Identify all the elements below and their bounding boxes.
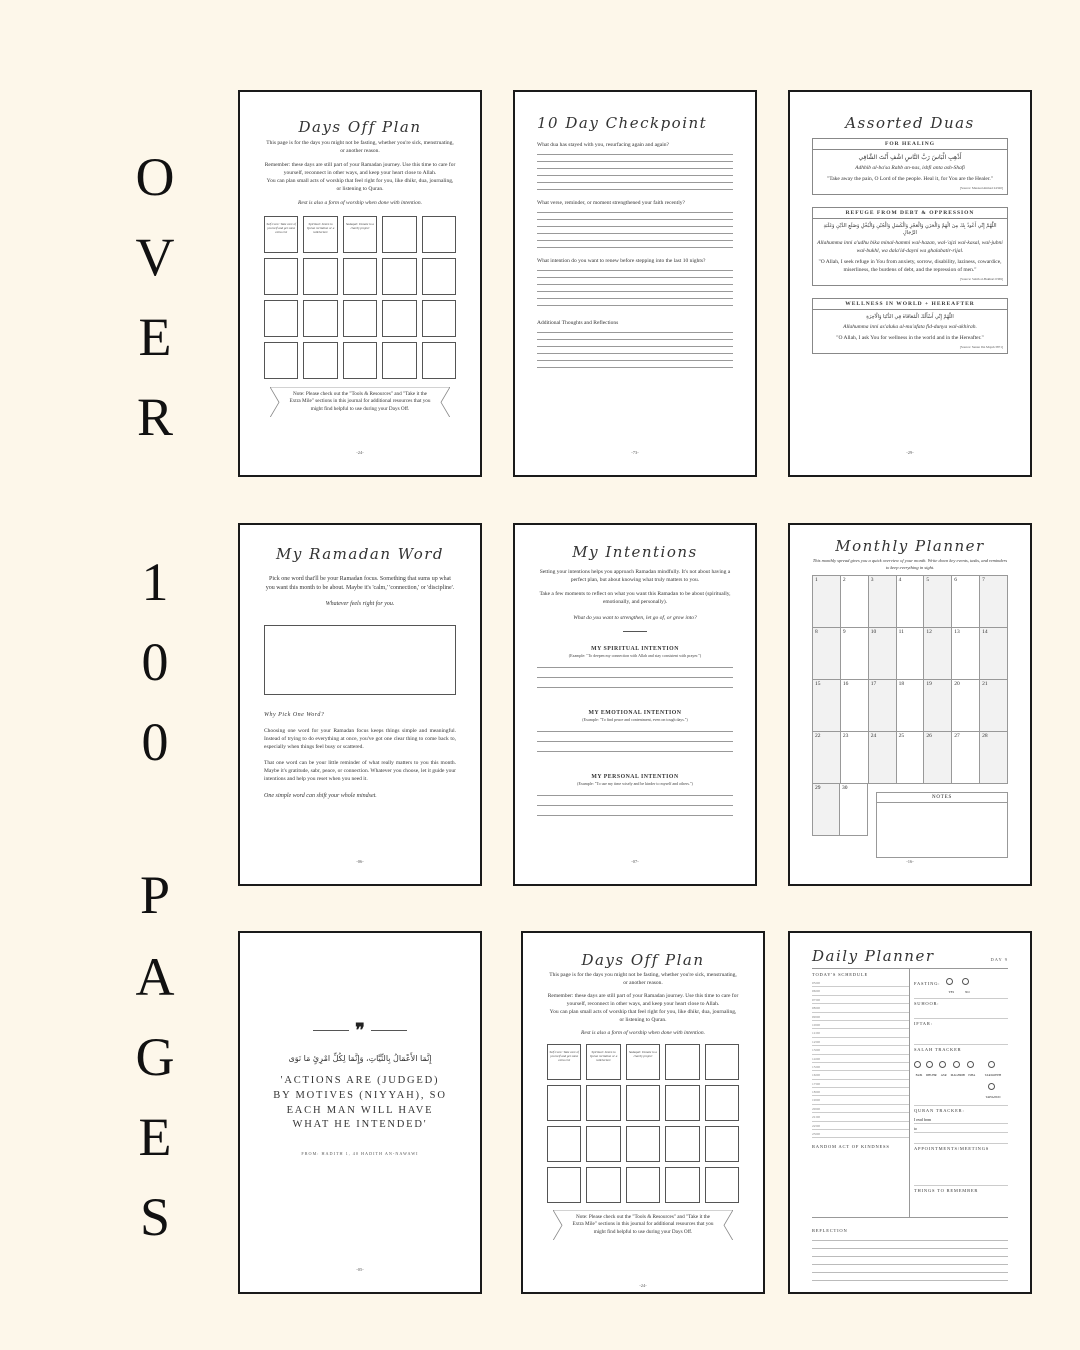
schedule-slot[interactable]: 15:00 [812,1063,909,1071]
grid-cell[interactable] [665,1085,699,1121]
intro-text: This page is for the days you might not be fasting, whether you're sick, menstruating, or another reason. [549,972,737,986]
grid-cell[interactable] [586,1167,620,1203]
calendar-day[interactable]: 12 [924,628,952,680]
day-label: DAY 9 [990,957,1008,962]
reflection-label: REFLECTION [812,1228,848,1233]
note-banner [270,387,450,418]
dua-arabic: أَذْهِبِ الْبَاسَ رَبَّ النَّاسِ اشْفِ أَنْتَ الشَّافِي [858,154,962,161]
calendar-day[interactable]: 9 [841,628,869,680]
prayer-label: ISHA [968,1073,976,1077]
grid-cell[interactable] [303,342,337,379]
grid-cell[interactable] [343,342,377,379]
answer-lines[interactable] [537,206,733,248]
quote-ornament [270,1021,450,1039]
notes-box[interactable] [876,792,1008,858]
intro-text: This page is for the days you might not be fasting, whether you're sick, menstruating, or another reason. [266,140,454,154]
schedule-slot[interactable]: 12:00 [812,1038,909,1046]
salah-label: SALAH TRACKER [914,1044,1008,1052]
schedule-slot[interactable]: 23:00 [812,1130,909,1138]
page-assorted-duas [788,90,1032,477]
page-number: -06- [356,859,364,864]
intention-example: (Example: "To use my time wisely and be kinder to myself and others.") [577,780,693,786]
taraweeh-checkbox[interactable] [988,1061,995,1068]
page-number: -05- [356,1267,364,1272]
headline-letter: 0 [141,712,169,772]
grid-cell[interactable] [705,1044,739,1080]
page-title: Assorted Duas [845,114,975,132]
grid-cell[interactable] [382,300,416,337]
headline-letter: R [136,387,174,447]
headline-letter: V [135,227,175,287]
dua-translation: "O Allah, I seek refuge in You from anxiety, sorrow, disability, laziness, cowardice, miserliness, the burdens of debt, and the repression of men." [818,259,1002,274]
grid-cell[interactable] [665,1167,699,1203]
intention-example: (Example: "To deepen my connection with Allah and stay consistent with prayer.") [568,652,702,658]
grid-cell[interactable] [343,258,377,295]
page-title: Days Off Plan [298,118,422,136]
dua-transliteration: Allahumma inni as'aluka al-mu'afata fid-dunya wal-akhirah. [843,324,977,331]
calendar-day[interactable]: 23 [841,732,869,784]
rest-text: Rest is also a form of worship when done with intention. [298,199,422,206]
dua-box [812,207,1008,286]
calendar-day[interactable]: 24 [869,732,897,784]
iftar-label[interactable]: IFTAR: [914,1018,1008,1026]
hadith-arabic: إِنَّمَا الأَعْمَالُ بِالنِّيَّاتِ، وَإِنَّمَا لِكُلِّ امْرِئٍ مَا نَوَى [288,1054,432,1063]
grid-cell[interactable] [705,1167,739,1203]
schedule-slot[interactable]: 07:00 [812,996,909,1004]
calendar-day[interactable]: 17 [869,680,897,732]
plan-grid [547,1044,739,1203]
body-text: That one word can be your little reminder of what really matters to you this month. Maybe it's gratitude, sabr, peace, or connection. Whatever you choose, let it guide your intentions and help you reset when you need it. [264,759,456,782]
calendar-day[interactable]: 13 [952,628,980,680]
remember-label[interactable]: THINGS TO REMEMBER [914,1185,1008,1193]
body-text: Choosing one word for your Ramadan focus keeps things simple and meaningful. Instead of trying to do everything at once, you've got one clear thing to come back to, especially when things feel busy or scattered. [264,727,456,750]
page-daily-planner [788,931,1032,1294]
grid-cell[interactable] [264,300,298,337]
quote-icon: ❞ [355,1020,365,1040]
headline-letter: E [138,307,172,367]
grid-cell[interactable] [547,1085,581,1121]
dua-transliteration: Allahumma inni a'udhu bika minal-hammi wal-hazan, wal-'ajzi wal-kasal, wal-jubni wal-bukhl, wa dala'id-dayni wa ghalabatir-rijal. [817,240,1003,255]
prayer-label: ASR [940,1073,947,1077]
grid-cell[interactable] [626,1167,660,1203]
calendar-day[interactable]: 19 [924,680,952,732]
dua-arabic: اللَّهُمَّ إِنِّي أَسْأَلُكَ الْمُعَافَاةَ فِي الدُّنْيَا وَالْآخِرَةِ [866,314,954,321]
schedule-slot[interactable]: 10:00 [812,1021,909,1029]
intention-heading: MY EMOTIONAL INTENTION [588,709,682,716]
page-days-off-plan-2 [521,931,765,1294]
page-number: -24- [639,1283,647,1288]
calendar-day[interactable]: 3 [869,576,897,628]
grid-cell[interactable] [382,342,416,379]
body-text: You can plan small acts of worship that feel right for you, like dhikr, dua, journaling, or listening to Quran. [266,177,454,192]
grid-cell[interactable]: Sadaqah: Donate to a charity project [343,216,377,253]
grid-cell[interactable] [264,342,298,379]
schedule-slot[interactable]: 22:00 [812,1122,909,1130]
schedule-slot[interactable]: 09:00 [812,1013,909,1021]
page-number: -16- [906,859,914,864]
headline-letter: P [139,865,171,925]
calendar-day[interactable]: 30 [840,784,868,836]
dua-heading: FOR HEALING [813,139,1007,150]
grid-cell[interactable] [705,1126,739,1162]
answer-lines[interactable] [537,658,733,688]
grid-cell[interactable] [422,300,456,337]
question: Additional Thoughts and Reflections [537,320,619,326]
grid-cell[interactable] [303,300,337,337]
schedule-slot[interactable]: 20:00 [812,1105,909,1113]
grid-cell[interactable]: Spiritual: Listen to Quran recitation or a talk/lecture [586,1044,620,1080]
grid-cell[interactable] [382,258,416,295]
page-monthly-planner [788,523,1032,886]
schedule-slot[interactable]: 17:00 [812,1080,909,1088]
schedule-slot[interactable]: 06:00 [812,987,909,995]
prayer-label: DHUHR [926,1073,937,1077]
page-title: My Intentions [572,543,698,561]
calendar-day[interactable]: 1 [813,576,841,628]
page-my-intentions [513,523,757,886]
answer-lines[interactable] [537,326,733,368]
word-box[interactable] [264,625,456,695]
dua-transliteration: Adhhib al-ba'sa Rabb an-nas, ishfi anta ash-Shafi [855,165,965,172]
answer-lines[interactable] [537,786,733,816]
dua-heading: WELLNESS IN WORLD + HEREAFTER [813,299,1007,310]
fasting-yes-checkbox[interactable] [946,978,953,985]
prompt-text: What do you want to strengthen, let go of, or grow into? [573,614,697,621]
headline-letter: G [135,1027,175,1087]
intention-example: (Example: "To find peace and contentment, even on tough days.") [582,716,688,722]
calendar-day[interactable]: 15 [813,680,841,732]
grid-cell[interactable] [586,1085,620,1121]
grid-cell[interactable] [586,1126,620,1162]
page-number: -07- [631,859,639,864]
quran-to[interactable]: to [914,1127,1008,1133]
page-my-ramadan-word [238,523,482,886]
page-10-day-checkpoint [513,90,757,477]
dua-heading: REFUGE FROM DEBT & OPPRESSION [813,208,1007,219]
prayer-label: FAJR [915,1073,923,1077]
headline-letter: S [139,1187,171,1247]
schedule-slot[interactable]: 18:00 [812,1088,909,1096]
calendar-day[interactable]: 11 [897,628,925,680]
dua-box [812,138,1008,195]
calendar-grid [812,575,1008,784]
grid-cell[interactable] [422,342,456,379]
hadith-quote: 'ACTIONS ARE (JUDGED) BY MOTIVES (NIYYAH), SO EACH MAN WILL HAVE WHAT HE INTENDED' [273,1075,447,1131]
fasting-label: FASTING: [914,980,941,986]
body-text: You can plan small acts of worship that feel right for you, like dhikr, dua, journaling, or listening to Quran. [549,1008,737,1023]
calendar-day[interactable]: 7 [980,576,1008,628]
calendar-day[interactable]: 22 [813,732,841,784]
grid-cell[interactable] [382,216,416,253]
suhoor-label[interactable]: SUHOOR: [914,998,1008,1006]
calendar-day[interactable]: 28 [980,732,1008,784]
schedule-slot[interactable]: 08:00 [812,1004,909,1012]
divider [623,631,647,632]
schedule-slot[interactable]: 13:00 [812,1046,909,1054]
hadith-source: FROM: HADITH 1, 40 HADITH AN-NAWAWI [301,1150,419,1156]
schedule-slot[interactable]: 14:00 [812,1055,909,1063]
calendar-day[interactable]: 29 [812,784,840,836]
grid-cell[interactable] [626,1126,660,1162]
body-text: Remember: these days are still part of your Ramadan journey. Use this time to care for yourself, reconnect in other ways, and keep your heart close to Allah. [547,992,739,1007]
question: What verse, reminder, or moment strengthened your faith recently? [537,200,685,206]
calendar-day[interactable]: 6 [952,576,980,628]
intention-heading: MY SPIRITUAL INTENTION [591,645,679,652]
page-number: -29- [906,450,914,455]
rest-text: Rest is also a form of worship when done with intention. [581,1029,705,1036]
headline-letter: 1 [141,552,169,612]
salah-tracker [914,1055,1008,1099]
grid-cell[interactable]: Spiritual: Listen to Quran recitation or a talk/lecture [303,216,337,253]
grid-cell[interactable] [422,258,456,295]
schedule-slot[interactable]: 16:00 [812,1071,909,1079]
page-title: Monthly Planner [835,537,985,555]
closing-text: One simple word can shift your whole mindset. [264,792,377,799]
question: What dua has stayed with you, resurfacing again and again? [537,142,669,148]
quran-label: QURAN TRACKER: [914,1105,1008,1113]
subtitle: This monthly spread gives you a quick overview of your month. Write down key events, tasks, and reminders to keep everything in sight. [812,558,1008,570]
kindness-label: RANDOM ACT OF KINDNESS [812,1144,890,1150]
prayer-label: MAGHRIB [950,1073,965,1077]
headline-letter: A [135,947,175,1007]
page-title: Days Off Plan [581,951,705,969]
dua-box [812,298,1008,354]
calendar-day[interactable]: 2 [841,576,869,628]
calendar-day[interactable]: 20 [952,680,980,732]
dua-source: [Source: Sahih al-Bukhari 6369] [960,277,1003,282]
calendar-day[interactable]: 25 [897,732,925,784]
grid-cell[interactable]: Self-Care: Take care of yourself and get some extra rest [547,1044,581,1080]
quran-from[interactable]: I read from [914,1118,1008,1124]
grid-cell[interactable] [343,300,377,337]
dua-translation: "O Allah, I ask You for wellness in the world and in the Hereafter." [836,335,984,342]
grid-cell[interactable]: Sadaqah: Donate to a charity project [626,1044,660,1080]
intro-text: Take a few moments to reflect on what you want this Ramadan to be about (spiritually, emotionally, and personally). [539,590,731,605]
fasting-no-label: NO [965,990,970,994]
note-text: Note: Please check out the "Tools & Resources" and "Take it the Extra Mile" sections in this journal for additional resources that you might find helpful to use during your Days Off. [289,390,431,412]
calendar-day[interactable]: 27 [952,732,980,784]
prayer-checkbox[interactable] [953,1061,960,1068]
taraweeh-label: TARAWEEH [984,1073,1002,1077]
grid-cell[interactable] [303,258,337,295]
body-text: Remember: these days are still part of your Ramadan journey. Use this time to care for yourself, reconnect in other ways, and keep your heart close to Allah. [264,161,456,176]
note-text: Note: Please check out the "Tools & Resources" and "Take it the Extra Mile" sections in this journal for additional resources that you might find helpful to use during your Days Off. [572,1213,714,1235]
tahajjud-checkbox[interactable] [988,1083,995,1090]
headline-letter: 0 [141,632,169,692]
answer-lines[interactable] [537,264,733,306]
section-heading: Why Pick One Word? [264,712,325,719]
intro-text: Whatever feels right for you. [325,601,395,608]
grid-cell[interactable] [547,1167,581,1203]
notes-label: NOTES [877,793,1007,803]
note-banner [553,1210,733,1241]
answer-lines[interactable] [537,148,733,190]
page-days-off-plan [238,90,482,477]
grid-cell[interactable] [665,1126,699,1162]
dua-arabic: اللَّهُمَّ إِنِّي أَعُوذُ بِكَ مِنَ الْهَمِّ وَالْحَزَنِ وَالْعَجْزِ وَالْكَسَلِ وَالْجُبْنِ وَالْبُخْلِ وَضَلَعِ الدَّيْنِ وَغَلَبَةِ الرِّجَالِ [823,223,997,237]
plan-grid [264,216,456,379]
grid-cell[interactable] [665,1044,699,1080]
calendar-day[interactable]: 5 [924,576,952,628]
prayer-checkbox[interactable] [939,1061,946,1068]
schedule-times[interactable] [812,979,909,1138]
calendar-day[interactable]: 21 [980,680,1008,732]
grid-cell[interactable] [705,1085,739,1121]
page-title: 10 Day Checkpoint [537,114,708,132]
reflection-lines[interactable] [812,1233,1008,1281]
schedule-slot[interactable]: 19:00 [812,1096,909,1104]
page-title: My Ramadan Word [275,545,445,563]
page-title: Daily Planner [812,947,935,965]
fasting-no-checkbox[interactable] [962,978,969,985]
schedule-slot[interactable]: 21:00 [812,1113,909,1121]
dua-translation: "Take away the pain, O Lord of the people. Heal it, for You are the Healer." [827,176,993,183]
prayer-checkbox[interactable] [967,1061,974,1068]
headline-letter: O [135,147,175,207]
answer-lines[interactable] [537,722,733,752]
dua-source: [Source: Musnad Ahmad 24320] [959,186,1003,191]
grid-cell[interactable] [626,1085,660,1121]
intro-text: Pick one word that'll be your Ramadan focus. Something that sums up what you want this month to be about. Maybe it's 'calm,' 'connection,' or 'discipline'. [265,576,455,591]
calendar-day[interactable]: 26 [924,732,952,784]
headline-letter: E [138,1107,172,1167]
calendar-day[interactable]: 14 [980,628,1008,680]
grid-cell[interactable]: Self-Care: Take care of yourself and get some extra rest [264,216,298,253]
schedule-label: TODAY'S SCHEDULE [812,972,868,977]
question: What intention do you want to renew before stepping into the last 10 nights? [537,258,706,264]
calendar-day[interactable]: 16 [841,680,869,732]
grid-cell[interactable] [422,216,456,253]
appointments-label[interactable]: APPOINTMENTS/MEETINGS [914,1143,1008,1151]
calendar-day[interactable]: 8 [813,628,841,680]
grid-cell[interactable] [547,1126,581,1162]
intro-text: Setting your intentions helps you approach Ramadan mindfully. It's not about having a perfect plan, but about knowing what truly matters to you. [539,569,731,583]
intention-heading: MY PERSONAL INTENTION [591,773,679,780]
calendar-day[interactable]: 18 [897,680,925,732]
page-number: -73- [631,450,639,455]
schedule-slot[interactable]: 05:00 [812,979,909,987]
schedule-slot[interactable]: 11:00 [812,1029,909,1037]
prayer-checkbox[interactable] [926,1061,933,1068]
page-number: -24- [356,450,364,455]
dua-source: [Source: Sunan Ibn Majah 3871] [959,345,1003,350]
calendar-day[interactable]: 4 [897,576,925,628]
grid-cell[interactable] [264,258,298,295]
fasting-yes-label: YES [948,990,955,994]
tahajjud-label: TAHAJJUD [985,1095,1001,1099]
prayer-checkbox[interactable] [914,1061,921,1068]
calendar-day[interactable]: 10 [869,628,897,680]
page-hadith-quote [238,931,482,1294]
